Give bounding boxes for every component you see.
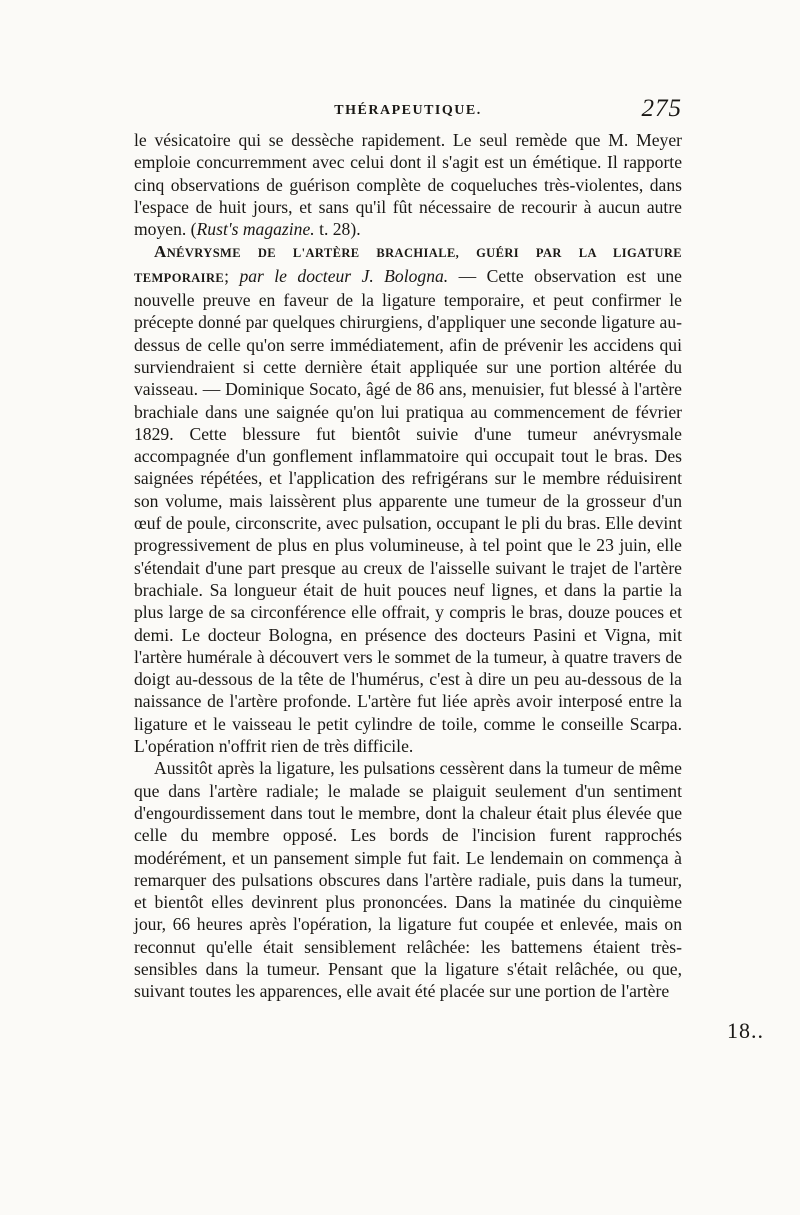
heading-initial: A <box>154 242 167 262</box>
article-body: — Cette observation est une nouvelle preuve en faveur de la ligature temporaire, et peut confirmer le précepte donné par quelques chirurgiens, d'appliquer une seconde ligature au-dessus de celle qu'on serre immédiatement, afin de prévenir les accidens qui surviendraient si cette dernière était appliquée sur une portion altérée du vaisseau. — Dominique Socato, âgé de 86 ans, menuisier, fut blessé à l'artère brachiale dans une saignée qu'on lui pratiqua au commencement de février 1829. Cette blessure fut bientôt suivie d'une tumeur anévrysmale accompagnée d'un gonflement inflammatoire qui occupait tout le bras. Des saignées répétées, et l'application des refrigérans sur le membre réduisirent son volume, mais laissèrent plus apparente une tumeur de la grosseur d'un œuf de poule, circonscrite, avec pulsation, occupant le pli du bras. Elle devint progressivement de plus en plus volumineuse, à tel point que le 23 juin, elle s'étendait d'une part presque au creux de l'aisselle suivant le trajet de l'artère brachiale. Sa longueur était de huit pouces neuf lignes, et dans la partie la plus large de sa circonférence elle offrait, y compris le bras, douze pouces et demi. Le docteur Bologna, en présence des docteurs Pasini et Vigna, mit l'artère humérale à découvert vers le sommet de la tumeur, à quatre travers de doigt au-dessous de la tête de l'humérus, c'est à dire un peu au-dessous de la naissance de l'artère profonde. L'artère fut liée après avoir interposé entre la ligature et le vaisseau le petit cylindre de toile, comme le conseille Scarpa. L'opération n'offrit rien de très difficile. <box>134 265 682 757</box>
heading-separator: ; <box>224 265 240 286</box>
article-paragraph <box>134 240 682 757</box>
paragraph-after-ligature <box>134 757 682 1002</box>
running-head <box>134 95 682 129</box>
page-number: 275 <box>641 95 682 122</box>
paragraph-continuation <box>134 129 682 240</box>
book-page <box>134 95 682 1003</box>
running-title: THÉRAPEUTIQUE. <box>334 103 482 118</box>
paragraph-continuation-text: le vésicatoire qui se dessèche rapidement. Le seul remède que M. Meyer emploie concurremment avec celui dont il s'agit est un émétique. Il rapporte cinq observations de guérison complète de coqueluches très-violentes, dans l'espace de huit jours, et sans qu'il fût nécessaire de recourir à aucun autre moyen. ( <box>134 130 682 240</box>
body-text <box>134 129 682 1003</box>
heading-rest: NÉVRYSME DE L'ARTÈRE BRACHIALE, GUÉRI PAR LA LIGATURE TEMPORAIRE <box>134 246 682 285</box>
source-citation: Rust's magazine. <box>196 219 315 240</box>
paragraph-after-ligature-text: Aussitôt après la ligature, les pulsations cessèrent dans la tumeur de même que dans l'artère radiale; le malade se plaiguit seulement d'un sentiment d'engourdissement dans tout le membre, dont la chaleur était plus élevée que celle du membre opposé. Les bords de l'incision furent rapprochés modérément, et un pansement simple fut fait. Le lendemain on commença à remarquer des pulsations obscures dans l'artère radiale, puis dans la tumeur, et bientôt elles devinrent plus prononcées. Dans la matinée du cinquième jour, 66 heures après l'opération, la ligature fut coupée et enlevée, mais on reconnut qu'elle était sensiblement relâchée: les battemens étaient très-sensibles dans la tumeur. Pensant que la ligature s'était relâchée, ou que, suivant toutes les apparences, elle avait été placée sur une portion de l'artère <box>134 758 682 1002</box>
article-author: par le docteur J. Bologna. <box>239 265 449 286</box>
citation-tail: t. 28). <box>314 219 361 240</box>
signature-mark: 18.. <box>727 1018 764 1043</box>
